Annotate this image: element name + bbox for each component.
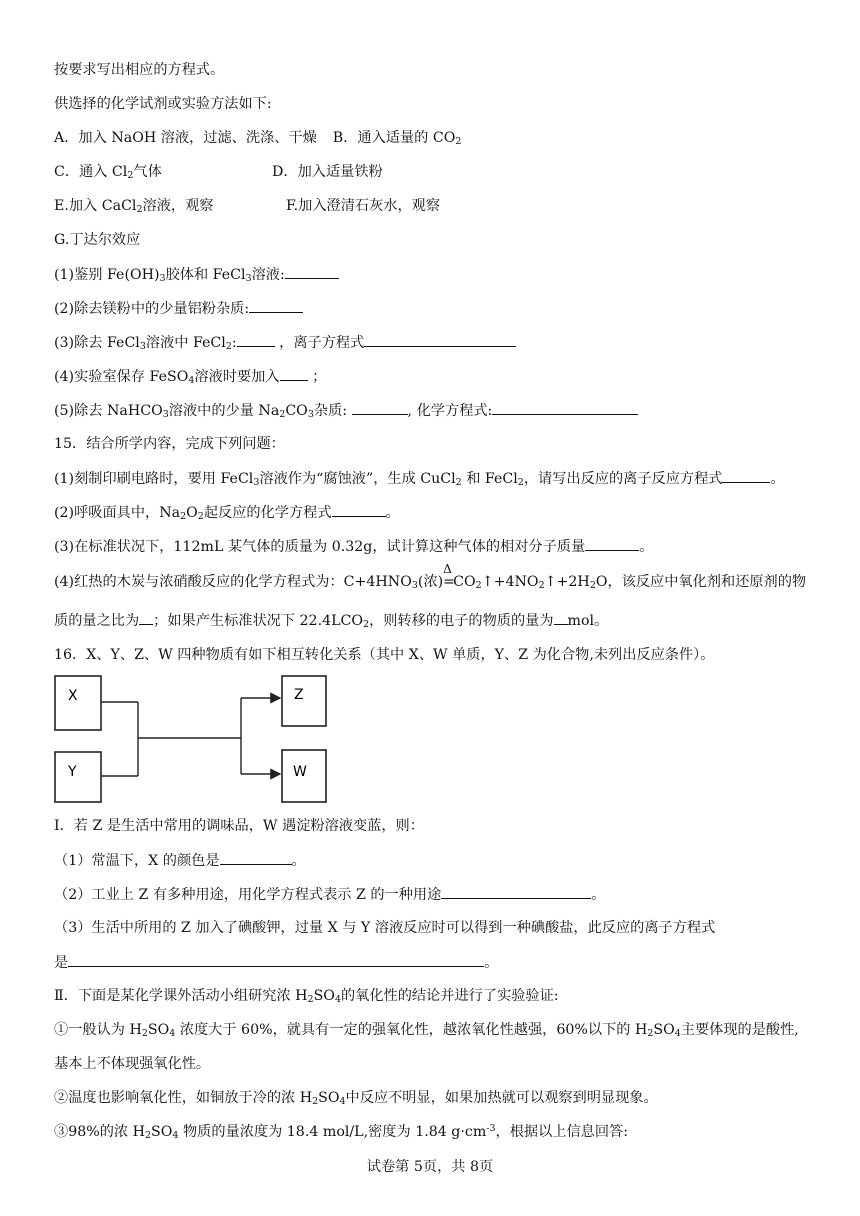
section-15-title: 15．结合所学内容，完成下列问题： [54, 436, 285, 452]
option-a-b: A．加入 NaOH 溶液，过滤、洗涤、干燥 B．通入适量的 $CO_2$ [54, 130, 462, 147]
answer-blank[interactable] [68, 952, 484, 967]
conclusion-1-cont: 基本上不体现强氧化性。 [54, 1056, 211, 1072]
section-16-title: 16．X、Y、Z、W 四种物质有如下相互转化关系（其中 X、W 单质，Y、Z 为化合物,未列出反应条件）。 [54, 647, 715, 663]
part-1: (1)刻制印刷电路时，要用 FeCl$_3$溶液作为“腐蚀液”，生成 CuCl$_2$ 和 FeCl$_2$，请写出反应的离子反应方程式 。 [54, 468, 785, 489]
answer-blank[interactable] [364, 332, 516, 347]
answer-blank[interactable] [237, 332, 275, 347]
conclusion-3: ③98%的浓 $H_2SO_4$ 物质的量浓度为 18.4 mol/L,密度为 1.84 $g\cdot cm^{-3}$，根据以上信息回答: [54, 1123, 629, 1141]
conversion-diagram [50, 672, 350, 808]
intro-line: 按要求写出相应的方程式。 [54, 62, 225, 78]
answer-blank[interactable] [249, 298, 303, 313]
heating-condition: Δ = [443, 562, 455, 590]
answer-blank[interactable] [352, 400, 408, 415]
box-y [55, 752, 101, 802]
part-I-q3: （3）生活中所用的 Z 加入了碘酸钾，过量 X 与 Y 溶液反应时可以得到一种碘酸盐，此反应的离子方程式 [54, 920, 716, 936]
question-2: (2)除去镁粉中的少量铝粉杂质: [54, 298, 303, 319]
question-1: (1)鉴别 $Fe(OH)_3$胶体和 FeCl$_3$溶液: [54, 264, 339, 285]
part-2: (2)呼吸面具中，$Na_2O_2$起反应的化学方程式 。 [54, 502, 400, 523]
option-e-f: E.加入 CaCl$_2$溶液，观察 F.加入澄清石灰水，观察 [54, 198, 441, 215]
part-I-q1: （1）常温下，X 的颜色是 。 [54, 850, 306, 871]
question-5: (5)除去 NaHCO$_3$溶液中的少量 $Na_2CO_3$杂质: , 化学方程式: [54, 400, 638, 421]
label-y: Y [68, 764, 77, 780]
question-3: (3)除去 FeCl$_3$溶液中 FeCl$_2$: ，离子方程式 [54, 332, 516, 353]
answer-blank[interactable] [585, 536, 639, 551]
answer-blank[interactable] [492, 400, 638, 415]
conclusion-2: ②温度也影响氧化性，如铜放于冷的浓 $H_2SO_4$中反应不明显，如果加热就可以观察到明显现象。 [54, 1090, 658, 1107]
question-4: (4)实验室保存 FeSO$_4$溶液时要加入 ； [54, 366, 326, 387]
part-4-line1: (4)红热的木炭与浓硝酸反应的化学方程式为：$C+4HNO_3$(浓) Δ $=CO_2↑+4NO_2↑+2H_2O$，该反应中氧化剂和还原剂的物 [54, 562, 807, 591]
answer-blank[interactable] [280, 366, 308, 381]
answer-blank[interactable] [139, 610, 153, 625]
page-footer: 试卷第 5页，共 8页 [366, 1159, 494, 1175]
option-g: G.丁达尔效应 [54, 232, 141, 248]
answer-blank[interactable] [285, 264, 339, 279]
part-II-intro: Ⅱ．下面是某化学课外活动小组研究浓 $H_2SO_4$的氧化性的结论并进行了实验验证: [54, 988, 559, 1005]
part-I-q2: （2）工业上 Z 有多种用途，用化学方程式表示 Z 的一种用途 。 [54, 884, 606, 905]
answer-blank[interactable] [554, 610, 568, 625]
part-I-intro: Ⅰ．若 Z 是生活中常用的调味品，W 遇淀粉溶液变蓝，则： [54, 818, 424, 834]
option-c-d: C．通入 $Cl_2$气体 D．加入适量铁粉 [54, 164, 383, 181]
options-intro: 供选择的化学试剂或实验方法如下: [54, 96, 272, 112]
label-w: W [293, 764, 307, 780]
answer-blank[interactable] [220, 850, 292, 865]
answer-blank[interactable] [332, 502, 386, 517]
part-I-q3-answer: 是 。 [54, 952, 498, 973]
box-z [282, 676, 326, 726]
label-z: Z [294, 687, 304, 703]
answer-blank[interactable] [722, 468, 770, 483]
label-x: X [68, 688, 78, 704]
part-3: (3)在标准状况下，112mL 某气体的质量为 0.32g，试计算这种气体的相对分子质量 。 [54, 536, 653, 557]
conclusion-1: ①一般认为 $H_2SO_4$ 浓度大于 60%，就具有一定的强氧化性，越浓氧化性越强，60%以下的 $H_2SO_4$主要体现的是酸性, [54, 1022, 799, 1039]
answer-blank[interactable] [441, 884, 591, 899]
box-x [55, 676, 101, 730]
part-4-line2: 质的量之比为 ；如果产生标准状况下 $22.4LCO_2$，则转移的电子的物质的量为 mol。 [54, 610, 608, 631]
